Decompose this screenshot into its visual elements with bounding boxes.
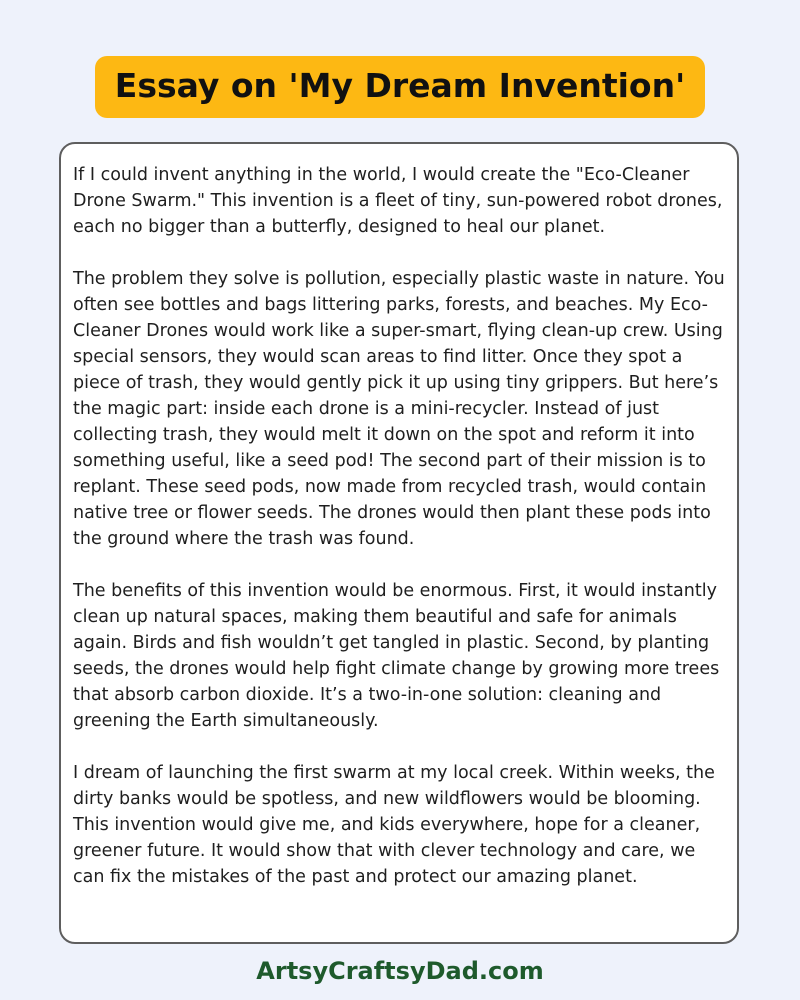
essay-paragraph-problem: The problem they solve is pollution, especially plastic waste in nature. You often see bottles and bags littering parks, forests, and beaches. My Eco-Cleaner Drones would work like a super-smart, flying clean-up crew. Using special sensors, they would scan areas to find litter. Once they spot a piece of trash, they would gently pick it up using tiny grippers. But here’s the magic part: inside each drone is a mini-recycler. Instead of just collecting trash, they would melt it down on the spot and reform it into something useful, like a seed pod! The second part of their mission is to replant. These seed pods, now made from recycled trash, would contain native tree or flower seeds. The drones would then plant these pods into the ground where the trash was found. [73, 269, 725, 549]
title-container [0, 56, 800, 118]
essay-paragraph-conclusion: I dream of launching the first swarm at my local creek. Within weeks, the dirty banks would be spotless, and new wildflowers would be blooming. This invention would give me, and kids everywhere, hope for a cleaner, greener future. It would show that with clever technology and care, we can fix the mistakes of the past and protect our amazing planet. [73, 763, 715, 887]
essay-box [59, 142, 739, 944]
footer-brand: ArtsyCraftsyDad.com [256, 957, 544, 985]
essay-paragraph-benefits: The benefits of this invention would be enormous. First, it would instantly clean up natural spaces, making them beautiful and safe for animals again. Birds and fish wouldn’t get tangled in plastic. Second, by planting seeds, the drones would help fight climate change by growing more trees that absorb carbon dioxide. It’s a two-in-one solution: cleaning and greening the Earth simultaneously. [73, 581, 720, 731]
essay-paragraph-intro: If I could invent anything in the world, I would create the "Eco-Cleaner Drone Swarm." This invention is a fleet of tiny, sun-powered robot drones, each no bigger than a butterfly, designed to heal our planet. [73, 165, 723, 237]
page-title: Essay on 'My Dream Invention' [95, 56, 705, 118]
